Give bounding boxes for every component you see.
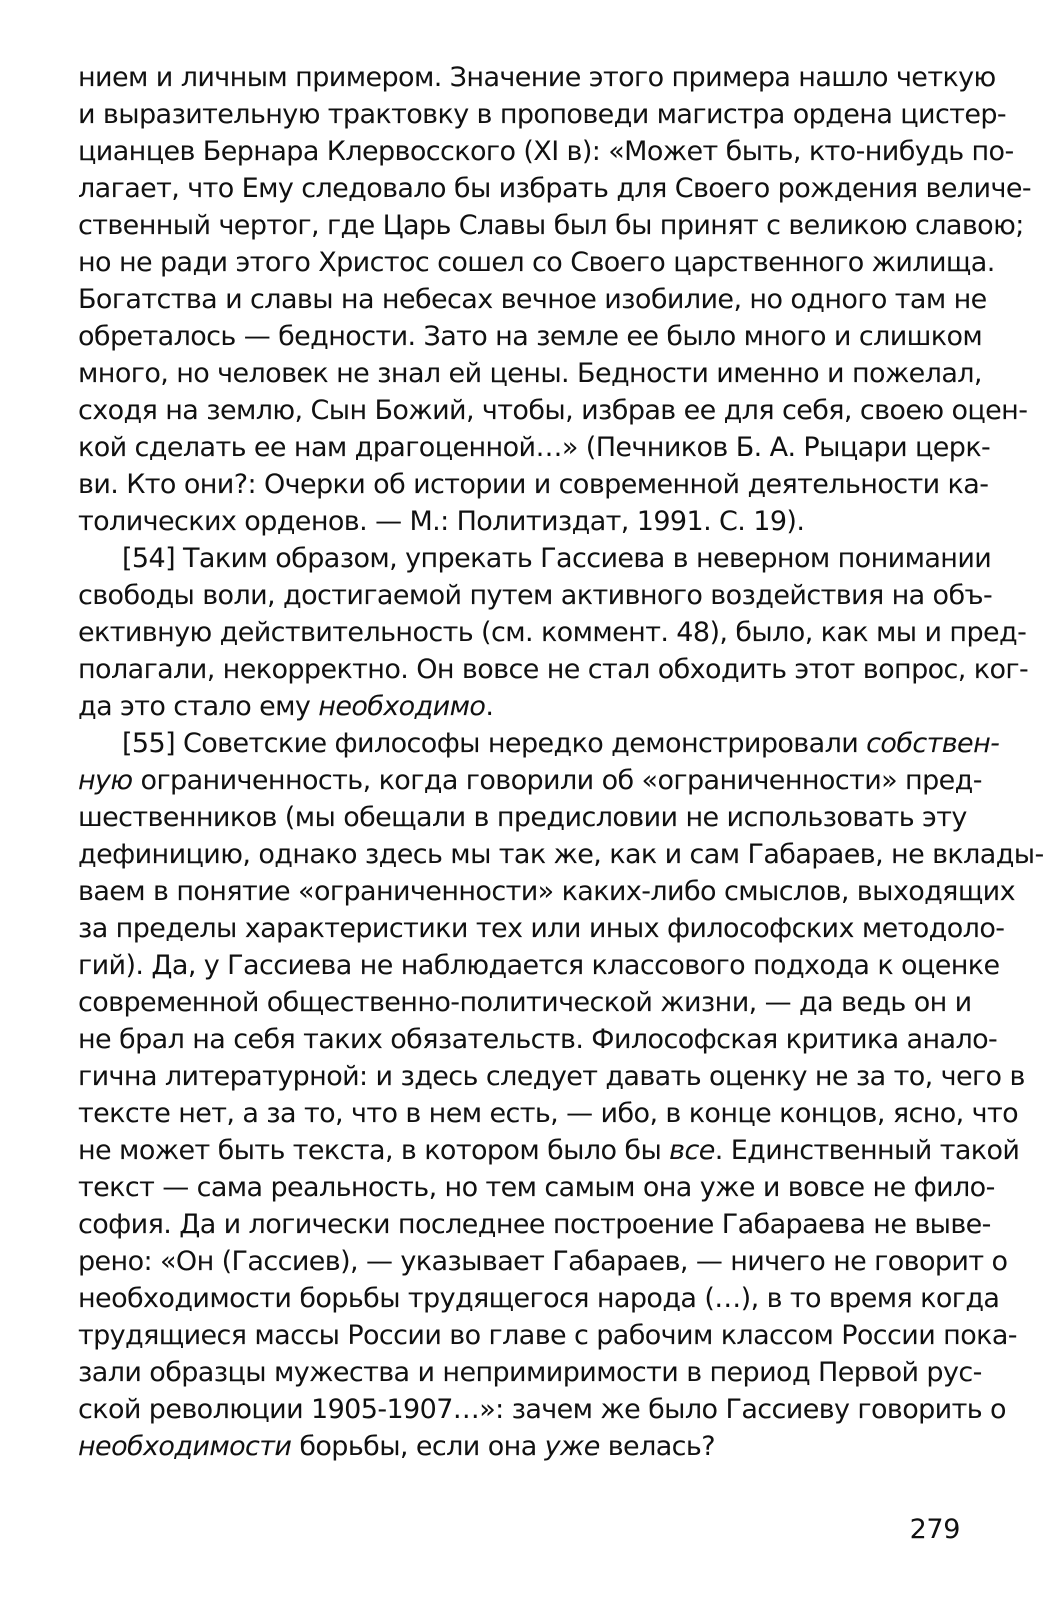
text-line: много, но человек не знал ей цены. Бедности именно и пожелал, <box>78 358 982 389</box>
text-line: дефиницию, однако здесь мы так же, как и сам Габараев, не вклады- <box>78 839 1044 870</box>
text-line <box>78 1133 1020 1169</box>
text-run: [55] Советские философы нередко демонстрировали <box>122 728 867 759</box>
text-line: шественников (мы обещали в предисловии не использовать эту <box>78 802 967 833</box>
text-line: свободы воли, достигаемой путем активного воздействия на объ- <box>78 580 993 611</box>
text-line <box>78 689 962 725</box>
text-line <box>78 1429 962 1465</box>
text-run: . Единственный такой <box>714 1135 1020 1166</box>
italic-text: ную <box>78 765 133 796</box>
text-line: сходя на землю, Сын Божий, чтобы, избрав ее для себя, своею оцен- <box>78 395 1028 426</box>
text-line: обреталось — бедности. Зато на земле ее было много и слишком <box>78 321 983 352</box>
paragraph-55-start <box>122 726 1000 762</box>
text-line: ской революции 1905-1907…»: зачем же было Гассиеву говорить о <box>78 1394 1006 1425</box>
text-run: . <box>485 691 494 722</box>
text-line: ваем в понятие «ограниченности» каких-либо смыслов, выходящих <box>78 876 1015 907</box>
text-line: современной общественно-политической жизни, — да ведь он и <box>78 987 972 1018</box>
text-line: толических орденов. — М.: Политиздат, 1991. С. 19). <box>78 506 805 537</box>
italic-text: собствен- <box>866 728 1000 759</box>
italic-text: все <box>669 1135 715 1166</box>
italic-text: необходимости <box>78 1431 292 1462</box>
text-line: ективную действительность (см. коммент. 48), было, как мы и пред- <box>78 617 1027 648</box>
text-line: зали образцы мужества и непримиримости в период Первой рус- <box>78 1357 982 1388</box>
text-run: да это стало ему <box>78 691 319 722</box>
text-line: ственный чертог, где Царь Славы был бы принят с великою славою; <box>78 210 1024 241</box>
text-line: и выразительную трактовку в проповеди магистра ордена цистер- <box>78 99 1007 130</box>
text-line: не брал на себя таких обязательств. Философская критика анало- <box>78 1024 998 1055</box>
text-line: тексте нет, а за то, что в нем есть, — ибо, в конце концов, ясно, что <box>78 1098 1019 1129</box>
text-line: необходимости борьбы трудящегося народа (…), в то время когда <box>78 1283 1000 1314</box>
text-line: нием и личным примером. Значение этого примера нашло четкую <box>78 62 996 93</box>
text-run: велась? <box>599 1431 715 1462</box>
text-line: Богатства и славы на небесах вечное изобилие, но одного там не <box>78 284 987 315</box>
text-line: за пределы характеристики тех или иных философских методоло- <box>78 913 1005 944</box>
text-line: текст — сама реальность, но тем самым она уже и вовсе не фило- <box>78 1172 995 1203</box>
text-line: лагает, что Ему следовало бы избрать для Своего рождения величе- <box>78 173 1031 204</box>
italic-text: необходимо <box>318 691 486 722</box>
text-line: гий). Да, у Гассиева не наблюдается классового подхода к оценке <box>78 950 1000 981</box>
text-line: гична литературной: и здесь следует давать оценку не за то, чего в <box>78 1061 1025 1092</box>
text-line: трудящиеся массы России во главе с рабочим классом России пока- <box>78 1320 1017 1351</box>
text-line: софия. Да и логически последнее построение Габараева не выве- <box>78 1209 991 1240</box>
text-line: полагали, некорректно. Он вовсе не стал обходить этот вопрос, ког- <box>78 654 1029 685</box>
text-run: не может быть текста, в котором было бы <box>78 1135 670 1166</box>
page-number: 279 <box>909 1514 960 1545</box>
text-run: ограниченность, когда говорили об «ограниченности» пред- <box>132 765 982 796</box>
text-line: кой сделать ее нам драгоценной…» (Печников Б. А. Рыцари церк- <box>78 432 991 463</box>
text-line: но не ради этого Христос сошел со Своего царственного жилища. <box>78 247 995 278</box>
text-line: рено: «Он (Гассиев), — указывает Габараев, — ничего не говорит о <box>78 1246 1008 1277</box>
text-line: цианцев Бернара Клервосского (XI в): «Может быть, кто-нибудь по- <box>78 136 1014 167</box>
text-line: ви. Кто они?: Очерки об истории и современной деятельности ка- <box>78 469 989 500</box>
italic-text: уже <box>544 1431 600 1462</box>
text-line <box>78 763 982 799</box>
paragraph-54-start: [54] Таким образом, упрекать Гассиева в неверном понимании <box>122 543 992 574</box>
text-run: борьбы, если она <box>291 1431 545 1462</box>
